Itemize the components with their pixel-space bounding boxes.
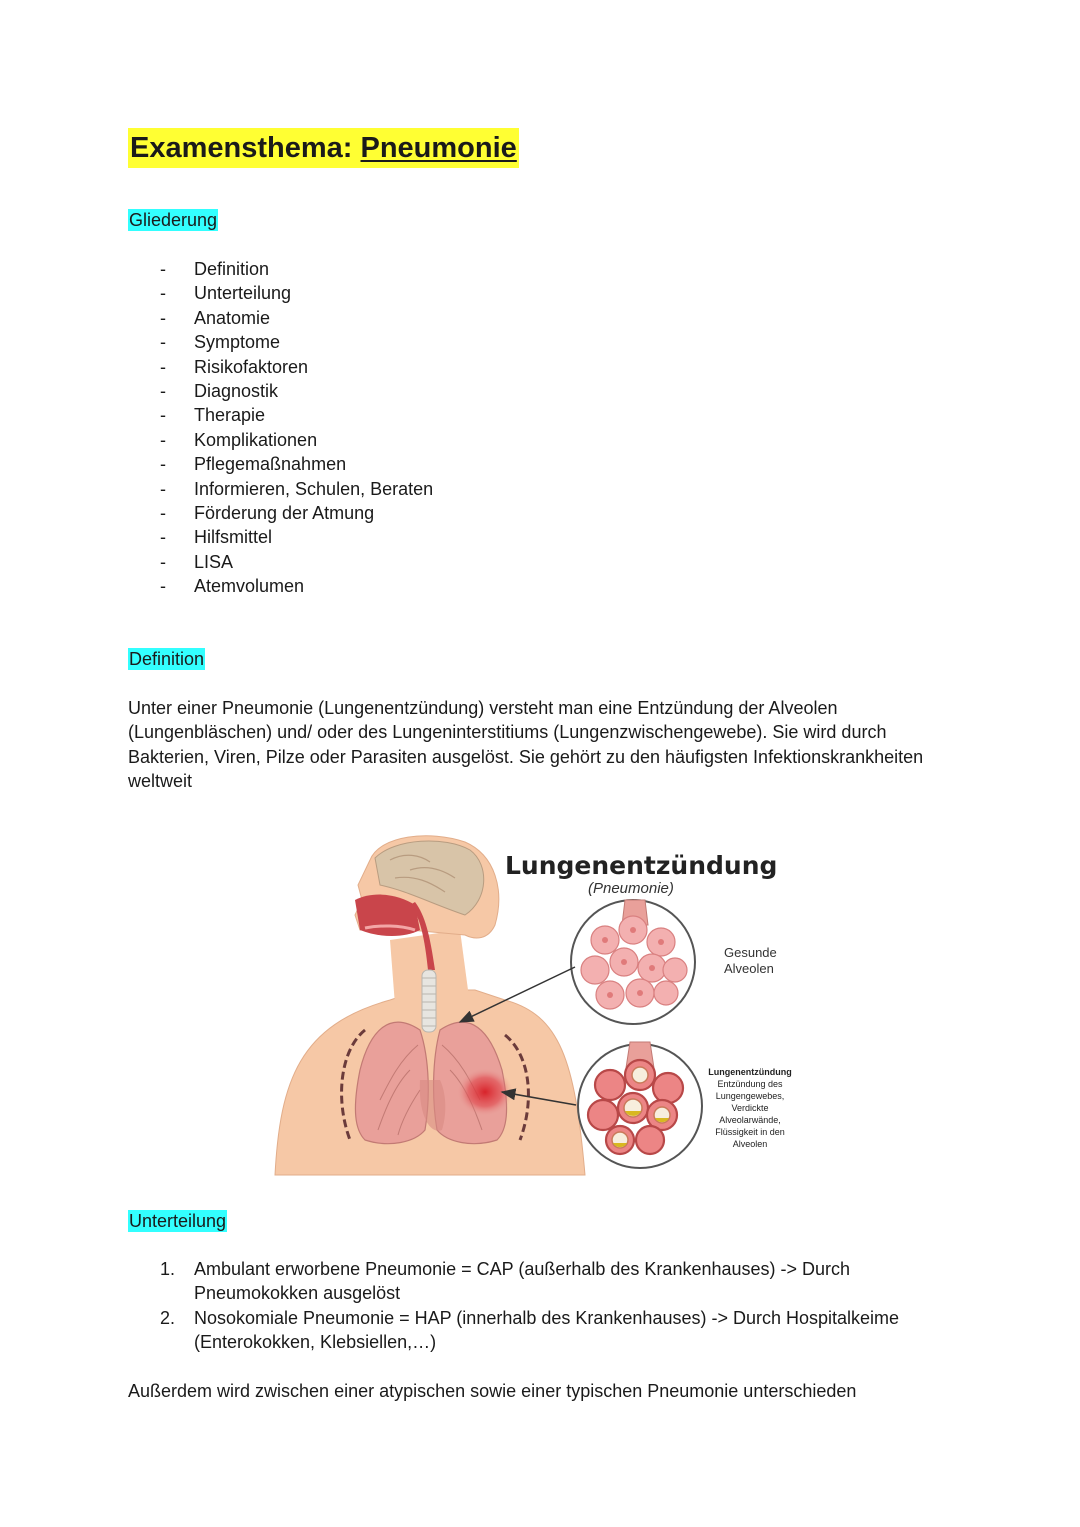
list-item: - Förderung der Atmung: [160, 503, 375, 524]
inflamed-label-line: Entzündung des: [717, 1079, 783, 1089]
subdivision-note: Außerdem wird zwischen einer atypischen sowie einer typischen Pneumonie unterschieden: [128, 1381, 857, 1401]
list-item: - Hilfsmittel: [160, 527, 273, 548]
inflamed-label-line: Alveolen: [732, 1139, 768, 1149]
subdivision-heading: Unterteilung: [129, 1211, 227, 1231]
inflamed-alveoli-inset: [578, 1042, 702, 1168]
list-item: - Symptome: [160, 332, 281, 353]
list-item: - LISA: [160, 551, 234, 572]
inflamed-label-line: Verdickte: [731, 1103, 769, 1113]
definition-text: Unter einer Pneumonie (Lungenentzündung) versteht man eine Entzündung der Alveolen (Lungenbläschen) und/ oder des Lungeninterstitiums (Lungenzwischengewebe). Sie wird durch Bakterien, Viren, Pilze oder Parasiten ausgelöst. Sie gehört zu den häufigsten Infektionskrankheiten weltweit: [128, 698, 924, 792]
healthy-label-line1: Gesunde: [724, 945, 777, 960]
trachea: [422, 970, 436, 1032]
head: [355, 836, 499, 970]
outline-heading: Gliederung: [129, 210, 218, 230]
list-item: - Definition: [160, 259, 270, 279]
list-item: - Therapie: [160, 405, 266, 426]
list-item: 1. Ambulant erworbene Pneumonie = CAP (außerhalb des Krankenhauses) -> Durch Pneumokokken ausgelöst: [160, 1259, 851, 1304]
list-item: - Risikofaktoren: [160, 356, 309, 377]
page-title: [128, 128, 519, 168]
definition-heading: Definition: [129, 649, 205, 669]
title-topic: Pneumonie: [360, 132, 517, 164]
list-item: - Komplikationen: [160, 429, 318, 450]
figure-title: Lungenentzündung: [505, 851, 778, 880]
list-item: 2. Nosokomiale Pneumonie = HAP (innerhalb des Krankenhauses) -> Durch Hospitalkeime (Enterokokken, Klebsiellen,…): [160, 1307, 900, 1353]
pneumonia-illustration: [270, 830, 810, 1180]
healthy-alveoli-inset: [571, 900, 695, 1024]
title-prefix: Examensthema:: [130, 132, 361, 164]
inflamed-label-title: Lungenentzündung: [708, 1067, 792, 1077]
inflamed-label-line: Lungengewebes,: [715, 1091, 785, 1101]
list-item: - Diagnostik: [160, 381, 279, 402]
list-item: - Informieren, Schulen, Beraten: [160, 478, 434, 499]
list-item: - Unterteilung: [160, 283, 292, 304]
list-item: - Pflegemaßnahmen: [160, 454, 347, 475]
list-item: - Atemvolumen: [160, 576, 305, 597]
healthy-label-line2: Alveolen: [724, 961, 774, 976]
inflamed-label-line: Flüssigkeit in den: [715, 1127, 785, 1137]
figure-subtitle: (Pneumonie): [588, 880, 674, 897]
outline-list: [160, 257, 433, 599]
subdivision-list: [160, 1257, 930, 1355]
list-item: - Anatomie: [160, 307, 271, 328]
inflamed-label-line: Alveolarwände,: [719, 1115, 781, 1125]
